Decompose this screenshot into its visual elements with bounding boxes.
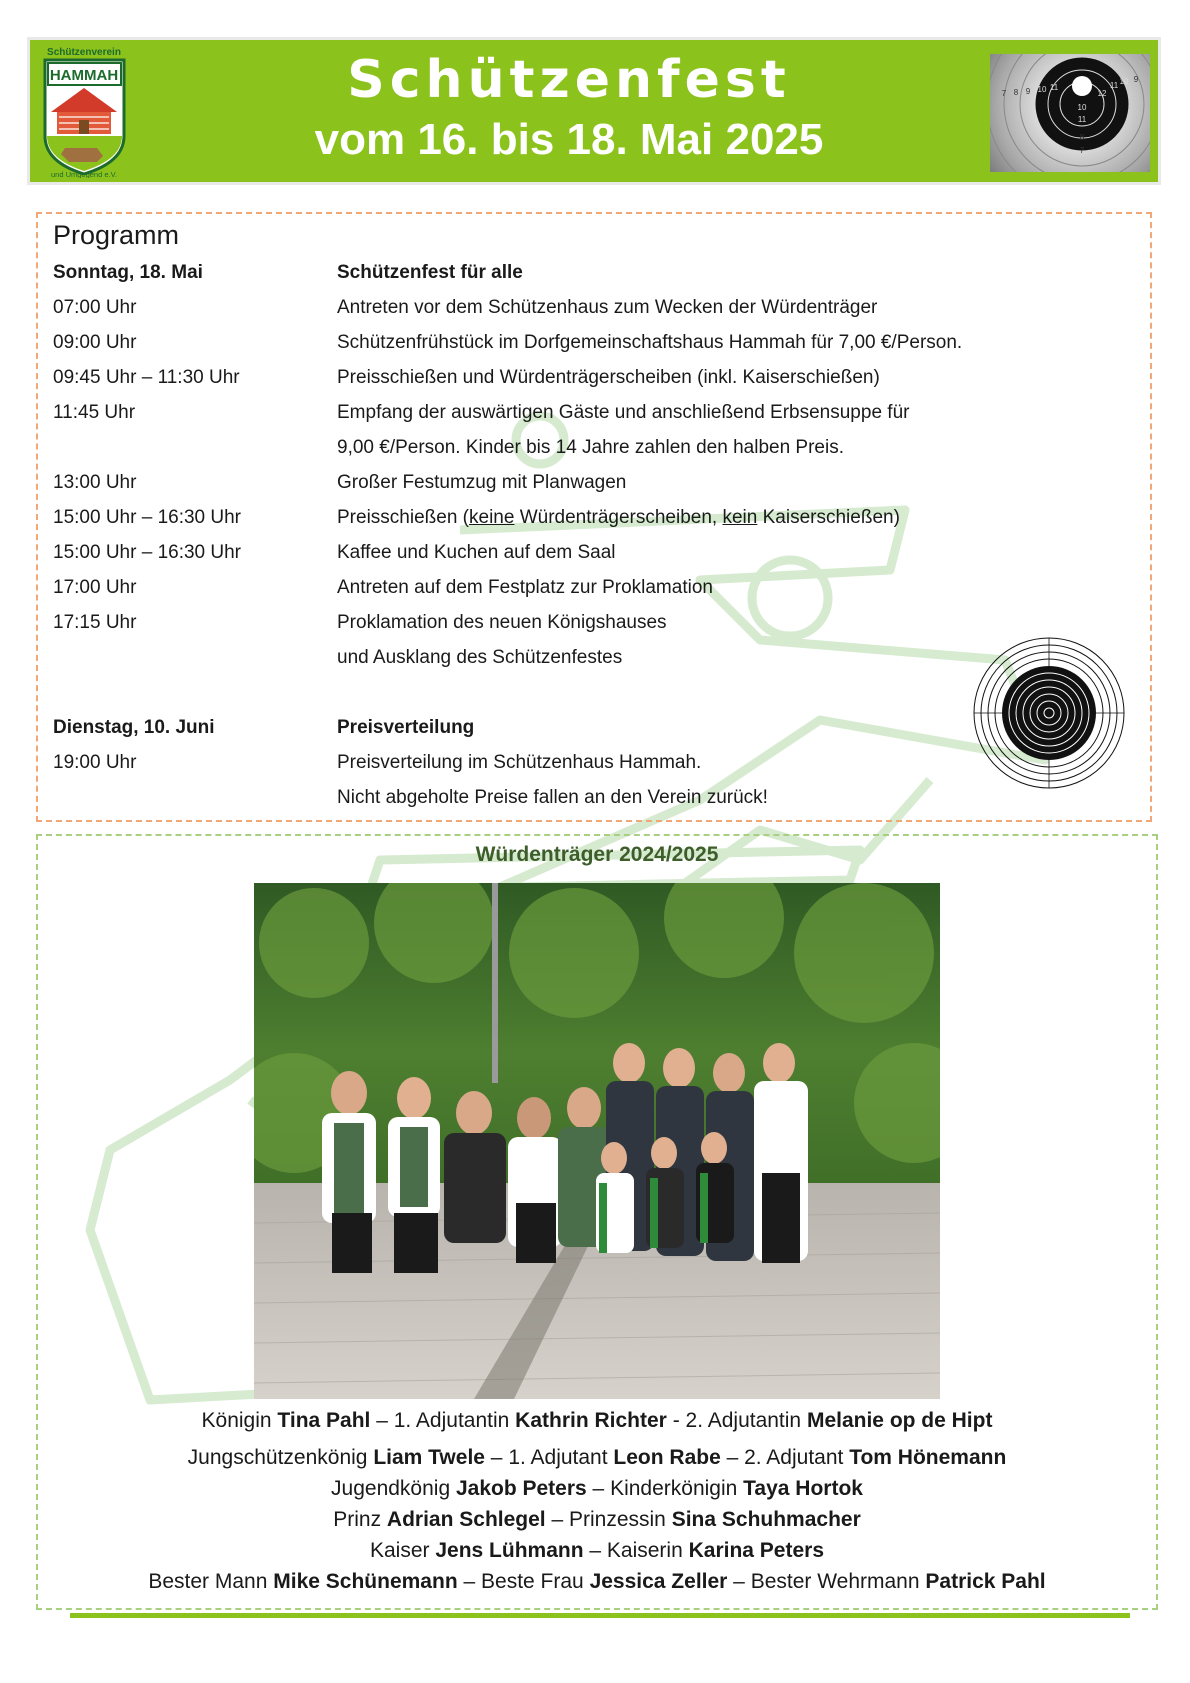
schedule-row [53, 643, 1133, 673]
svg-text:12: 12 [1097, 89, 1107, 98]
dignitaries-line-5: Kaiser Jens Lühmann – Kaiserin Karina Peters [369, 1539, 825, 1562]
dignitaries-line-4: Prinz Adrian Schlegel – Prinzessin Sina Schuhmacher [333, 1508, 861, 1531]
svg-text:11: 11 [1109, 81, 1119, 90]
svg-text:7: 7 [1001, 89, 1007, 98]
schedule-row [53, 748, 1133, 778]
svg-text:10: 10 [1037, 85, 1047, 94]
svg-text:8: 8 [1013, 88, 1019, 97]
shooting-target-icon [972, 636, 1126, 790]
dignitary-name: Jens Lühmann [435, 1539, 584, 1562]
svg-text:9: 9 [1133, 75, 1139, 84]
day2-header [53, 713, 1133, 743]
dignitary-name: Sina Schuhmacher [671, 1508, 861, 1531]
schedule-desc: Preisschießen (keine Würdenträgerscheiben, kein Kaiserschießen) [337, 507, 900, 528]
schedule-time: 11:45 Uhr [53, 402, 136, 423]
dignitary-name: Patrick Pahl [925, 1570, 1046, 1593]
schedule-desc: Schützenfrühstück im Dorfgemeinschaftshaus Hammah für 7,00 €/Person. [337, 332, 963, 353]
schedule-desc: Empfang der auswärtigen Gäste und anschließend Erbsensuppe für [337, 402, 910, 423]
schedule-time: 19:00 Uhr [53, 752, 137, 773]
schedule-desc: Kaffee und Kuchen auf dem Saal [337, 542, 616, 563]
club-logo [37, 44, 132, 178]
logo-name: HAMMAH [49, 67, 119, 84]
dignitary-name: Taya Hortok [743, 1477, 863, 1500]
svg-text:9: 9 [1025, 87, 1031, 96]
dignitary-name: Melanie op de Hipt [806, 1409, 993, 1432]
schedule-time: 17:00 Uhr [53, 577, 137, 598]
schedule-desc: Nicht abgeholte Preise fallen an den Verein zurück! [337, 787, 768, 808]
dignitary-name: Karina Peters [688, 1539, 825, 1562]
svg-text:8: 8 [1079, 133, 1085, 142]
schedule-row [53, 398, 1133, 428]
svg-text:11: 11 [1077, 115, 1087, 124]
schedule-row [53, 608, 1133, 638]
schedule-time: 17:15 Uhr [53, 612, 137, 633]
dignitary-name: Jakob Peters [455, 1477, 587, 1500]
underlined-keine: keine [469, 507, 515, 528]
dignitary-name: Tina Pahl [277, 1409, 371, 1432]
dignitary-name: Liam Twele [373, 1446, 485, 1469]
logo-bottom-text: und Umgegend e.V. [50, 170, 118, 178]
group-photo [254, 883, 940, 1399]
svg-text:10: 10 [1077, 103, 1087, 112]
schedule-row [53, 468, 1133, 498]
dignitary-name: Mike Schünemann [273, 1570, 458, 1593]
schedule-desc: und Ausklang des Schützenfestes [337, 647, 623, 668]
day2-title: Preisverteilung [337, 717, 475, 738]
event-title: Schützenfest [347, 50, 791, 110]
dignitaries-title: Würdenträger 2024/2025 [475, 843, 719, 866]
day1-date: Sonntag, 18. Mai [53, 262, 203, 283]
schedule-row [53, 503, 1133, 533]
schedule-time: 09:45 Uhr – 11:30 Uhr [53, 367, 240, 388]
day2-date: Dienstag, 10. Juni [53, 717, 215, 738]
svg-text:10: 10 [1119, 77, 1129, 86]
schedule-desc: Großer Festumzug mit Planwagen [337, 472, 627, 493]
dignitary-name: Adrian Schlegel [386, 1508, 546, 1531]
schedule-time: 09:00 Uhr [53, 332, 137, 353]
schedule-row [53, 328, 1133, 358]
schedule-row [53, 433, 1133, 463]
schedule-row [53, 293, 1133, 323]
schedule-time: 13:00 Uhr [53, 472, 137, 493]
schedule-time: 15:00 Uhr – 16:30 Uhr [53, 542, 242, 563]
schedule-time: 15:00 Uhr – 16:30 Uhr [53, 507, 242, 528]
dignitary-name: Leon Rabe [613, 1446, 721, 1469]
dignitaries-line-3: Jugendkönig Jakob Peters – Kinderkönigin Taya Hortok [331, 1477, 863, 1500]
schedule-desc: Antreten vor dem Schützenhaus zum Wecken der Würdenträger [337, 297, 878, 318]
svg-text:7: 7 [1079, 146, 1085, 155]
footer-divider [70, 1613, 1130, 1618]
schedule-row [53, 573, 1133, 603]
dignitary-name: Jessica Zeller [589, 1570, 728, 1593]
dignitaries-line-6: Bester Mann Mike Schünemann – Beste Frau Jessica Zeller – Bester Wehrmann Patrick Pahl [148, 1570, 1046, 1593]
schedule-desc: 9,00 €/Person. Kinder bis 14 Jahre zahlen den halben Preis. [337, 437, 844, 458]
dignitary-name: Tom Hönemann [849, 1446, 1007, 1469]
dignitaries-line-2: Jungschützenkönig Liam Twele – 1. Adjutant Leon Rabe – 2. Adjutant Tom Hönemann [187, 1446, 1007, 1469]
schedule-desc: Preisschießen und Würdenträgerscheiben (inkl. Kaiserschießen) [337, 367, 880, 388]
svg-text:11: 11 [1049, 83, 1059, 92]
schedule-desc: Preisverteilung im Schützenhaus Hammah. [337, 752, 702, 773]
underlined-kein: kein [722, 507, 758, 528]
logo-top-text: Schützenverein [47, 47, 121, 58]
header-banner [30, 40, 1158, 182]
schedule-row [53, 783, 1133, 813]
day1-title: Schützenfest für alle [337, 262, 523, 283]
day1-header [53, 258, 1133, 288]
schedule-desc: Proklamation des neuen Königshauses [337, 612, 667, 633]
programme-heading: Programm [53, 220, 180, 250]
dignitaries-line-1: Königin Tina Pahl – 1. Adjutantin Kathrin Richter - 2. Adjutantin Melanie op de Hipt [201, 1409, 993, 1432]
schedule-time: 07:00 Uhr [53, 297, 137, 318]
event-dates: vom 16. bis 18. Mai 2025 [314, 115, 824, 164]
dignitary-name: Kathrin Richter [515, 1409, 667, 1432]
schedule-desc: Antreten auf dem Festplatz zur Proklamation [337, 577, 713, 598]
schedule-row [53, 363, 1133, 393]
target-photo [990, 54, 1150, 172]
schedule-row [53, 538, 1133, 568]
